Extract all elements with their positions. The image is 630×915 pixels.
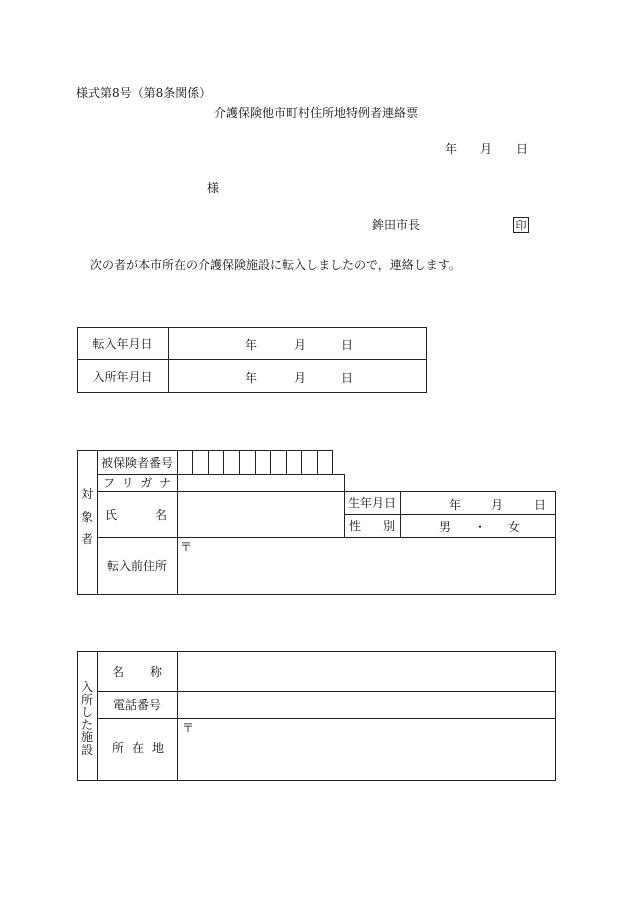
sex-option-male[interactable]: 男 xyxy=(439,520,452,534)
admission-date-year[interactable]: 年 xyxy=(245,371,258,385)
facility-phone-label: 電話番号 xyxy=(112,698,161,712)
facility-address-char: 地 xyxy=(151,740,164,755)
name-label xyxy=(105,491,167,537)
facility-group-char: 施 xyxy=(80,730,93,745)
sender-name: 鉾田市長 xyxy=(372,218,421,232)
furigana-field[interactable] xyxy=(178,475,344,491)
digit-divider xyxy=(301,450,302,475)
facility-group-char: 所 xyxy=(80,692,93,707)
move-in-date-day[interactable]: 日 xyxy=(341,338,354,352)
facility-group-char: 入 xyxy=(80,680,93,694)
birthdate-day[interactable]: 日 xyxy=(534,498,547,512)
insured-number-label: 被保険者番号 xyxy=(100,455,173,470)
furigana-char: ガ xyxy=(140,476,153,490)
seal-mark: 印 xyxy=(513,217,529,233)
digit-divider xyxy=(332,450,333,475)
subject-group-char: 者 xyxy=(80,532,93,547)
admission-date-month[interactable]: 月 xyxy=(294,371,307,385)
facility-address-field[interactable] xyxy=(178,719,555,780)
subject-bottom xyxy=(77,594,556,595)
digit-divider xyxy=(192,450,193,475)
body-text: 次の者が本市所在の介護保険施設に転入しましたので，連絡します。 xyxy=(90,258,461,272)
move-in-date-label: 転入年月日 xyxy=(92,336,153,351)
subject-group-char: 象 xyxy=(80,509,93,524)
facility-name-char: 名 xyxy=(112,664,125,679)
form-number: 様式第8号（第8条関係） xyxy=(76,86,212,100)
name-label-char: 名 xyxy=(154,507,167,522)
furigana-label xyxy=(103,474,171,491)
birthdate-month[interactable]: 月 xyxy=(491,498,504,512)
sex-label-char: 性 xyxy=(349,519,362,533)
date-year-unit: 年 xyxy=(445,142,458,156)
furigana-right-edge xyxy=(344,474,345,491)
facility-name-label xyxy=(112,651,162,691)
subject-group-char: 対 xyxy=(80,487,93,501)
furigana-char: リ xyxy=(121,476,134,490)
sex-separator: ・ xyxy=(474,520,487,534)
facility-group-char: た xyxy=(80,717,93,732)
form-title: 介護保険他市町村住所地特例者連絡票 xyxy=(214,106,419,120)
name-label-char: 氏 xyxy=(105,507,118,522)
subject-right-edge xyxy=(555,491,556,594)
insured-number-field[interactable] xyxy=(177,450,333,475)
date-day-unit: 日 xyxy=(516,142,529,156)
facility-address-label xyxy=(112,737,164,757)
digit-divider xyxy=(208,450,209,475)
birthdate-label: 生年月日 xyxy=(347,496,396,510)
subject-top-left xyxy=(77,450,98,451)
sex-label-char: 別 xyxy=(382,519,395,533)
facility-address-char: 所 xyxy=(112,740,125,755)
move-in-date-month[interactable]: 月 xyxy=(294,338,307,352)
prev-address-postal-mark: 〒 xyxy=(180,540,193,554)
prev-address-field[interactable] xyxy=(178,538,555,594)
admission-date-label: 入所年月日 xyxy=(92,370,153,384)
birthdate-year[interactable]: 年 xyxy=(449,498,462,512)
addressee-suffix: 様 xyxy=(207,181,220,195)
facility-group-label xyxy=(77,681,97,757)
dates-table-col-divider xyxy=(168,327,169,393)
facility-group-char: 設 xyxy=(80,742,93,757)
facility-name-field[interactable] xyxy=(178,652,555,691)
digit-divider xyxy=(239,450,240,475)
subject-group-label xyxy=(77,488,97,546)
digit-divider xyxy=(286,450,287,475)
facility-address-char: 在 xyxy=(131,740,144,755)
digit-divider xyxy=(270,450,271,475)
name-field[interactable] xyxy=(178,492,344,537)
facility-phone-field[interactable] xyxy=(178,692,555,718)
sex-label xyxy=(349,514,395,537)
sex-option-female[interactable]: 女 xyxy=(508,520,521,534)
facility-name-char: 称 xyxy=(149,664,162,679)
prev-address-label: 転入前住所 xyxy=(106,558,167,573)
facility-postal-mark: 〒 xyxy=(182,721,195,735)
furigana-char: フ xyxy=(103,476,116,490)
digit-divider xyxy=(223,450,224,475)
furigana-char: ナ xyxy=(158,476,171,490)
move-in-date-year[interactable]: 年 xyxy=(245,338,258,352)
date-month-unit: 月 xyxy=(480,142,493,156)
digit-divider xyxy=(317,450,318,475)
admission-date-day[interactable]: 日 xyxy=(341,371,354,385)
facility-group-char: し xyxy=(80,705,93,720)
digit-divider xyxy=(255,450,256,475)
